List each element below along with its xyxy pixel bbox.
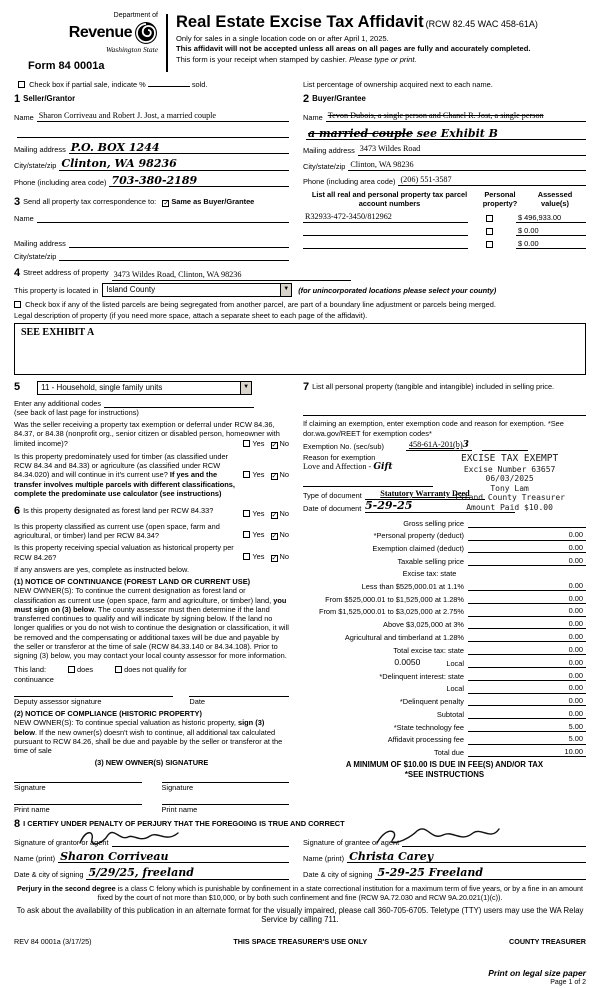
dor-logo-block — [14, 12, 164, 74]
section8-number: 8 — [14, 818, 21, 831]
additional-codes-label: Enter any additional codes — [14, 398, 102, 408]
buyer-mailing-label: Mailing address — [303, 146, 355, 156]
exemption-no-extra-field[interactable] — [482, 450, 528, 451]
fee-amount-tech: 5.00 — [468, 722, 586, 732]
partial-sale-checkbox[interactable] — [18, 81, 25, 88]
buyer-phone-label: Phone (including area code) — [303, 176, 396, 186]
reason-handwritten: Gift — [373, 462, 393, 473]
fee-amount-personal: 0.00 — [468, 530, 586, 540]
fee-amount-agri: 0.00 — [468, 632, 586, 642]
fee-amount-tier2: 0.00 — [468, 594, 586, 604]
revenue-wordmark: Revenue — [68, 23, 132, 41]
new-owner-print-2-label[interactable]: Print name — [162, 804, 290, 814]
located-in-note: (for unincorporated locations please select your county) — [298, 285, 497, 295]
section7-number: 7 — [303, 380, 310, 393]
buyer-name-handwritten-struck: a married couple — [308, 127, 413, 141]
personal-property-checkbox-1[interactable] — [486, 215, 493, 222]
new-owner-signature-1-label[interactable]: Signature — [14, 782, 142, 792]
s5q1-yes-checkbox[interactable] — [243, 440, 250, 447]
grantor-date-city-value: 5/29/25, freeland — [88, 866, 194, 880]
date-of-document-handwritten: 5-29-25 — [365, 499, 413, 513]
parcel-number-3[interactable] — [303, 240, 468, 249]
stamp-date: 06/03/2025 — [485, 474, 534, 484]
land-does-label: does — [77, 665, 94, 675]
section2-number: 2 — [303, 93, 310, 106]
parcel-col1-header: List all real and personal property tax parcel account numbers — [311, 190, 468, 209]
seller-mailing-value: P.O. BOX 1244 — [70, 141, 160, 155]
correspondence-city-field[interactable] — [59, 252, 289, 261]
seller-name-line2 — [17, 129, 289, 138]
fee-label-tech: *State technology fee — [393, 722, 464, 732]
s5q1-yes-label: Yes — [252, 438, 265, 448]
ownership-note: List percentage of ownership acquired next to each name. — [303, 79, 493, 89]
s5q1-no-checkbox[interactable]: ✓ — [271, 441, 278, 449]
section6-q3: Is this property receiving special valuation as historical property per RCW 84.26? — [14, 543, 234, 562]
section5-q2: Is this property predominately used for timber (as classified under RCW 84.34 and 84.33) or agriculture (as classified under RCW 84.34.020) and will continue in it's current use? — [14, 451, 229, 480]
fee-amount-taxable: 0.00 — [468, 556, 586, 566]
s6q1-no-checkbox[interactable]: ✓ — [271, 511, 278, 519]
seller-mailing-label: Mailing address — [14, 145, 66, 155]
fee-label-subtotal: Subtotal — [436, 709, 464, 719]
s6q2-yes-checkbox[interactable] — [243, 531, 250, 538]
fee-label-tier1: Less than $525,000.01 at 1.1% — [361, 581, 464, 591]
partial-sale-label: Check box if partial sale, indicate % — [29, 79, 146, 89]
grantee-signature-ink — [373, 825, 503, 849]
s6q3-no-checkbox[interactable]: ✓ — [271, 554, 278, 562]
land-does-not-checkbox[interactable] — [115, 666, 122, 673]
parcel-col3-header: Assessed value(s) — [537, 190, 573, 209]
fee-amount-delinq-int: 0.00 — [468, 671, 586, 681]
local-rate: 0.0050 — [394, 657, 421, 668]
s6q2-yes-label: Yes — [252, 530, 265, 540]
section4-number: 4 — [14, 267, 21, 280]
section5-q2-bold: If yes and the transfer involves multiple parcels with different classifications, complete the predominate use calculator (see instructions) — [14, 470, 235, 498]
segregated-note: Check box if any of the listed parcels are being segregated from another parcel, are part of a boundary line adjustment or parcels being merged. — [25, 300, 496, 310]
this-land-label: This land: — [14, 665, 47, 675]
land-does-checkbox[interactable] — [68, 666, 75, 673]
s5q2-yes-checkbox[interactable] — [243, 471, 250, 478]
header-note-1: Only for sales in a single location code on or after April 1, 2025. — [176, 33, 389, 43]
section6-q1: Is this property designated as forest land per RCW 84.33? — [23, 506, 214, 516]
section7-intro: List all personal property (tangible and intangible) included in selling price. — [312, 381, 555, 391]
certify-statement: I CERTIFY UNDER PENALTY OF PERJURY THAT THE FOREGOING IS TRUE AND CORRECT — [23, 819, 345, 829]
section2-title: Buyer/Grantee — [312, 94, 366, 104]
fee-amount-tier3: 0.00 — [468, 606, 586, 616]
reason-typed: Love and Affection - — [303, 462, 374, 472]
form-number: Form 84 0001a — [28, 60, 105, 73]
fee-table — [303, 519, 586, 758]
parcel-col2-header: Personal property? — [482, 190, 518, 209]
segregated-checkbox[interactable] — [14, 301, 21, 308]
exemption-no-label: Exemption No. (sec/sub) — [303, 441, 384, 451]
buyer-city-value: Clinton, WA 98236 — [350, 159, 414, 169]
legal-description-value: SEE EXHIBIT A — [21, 326, 95, 338]
washington-state-label: Washington State — [105, 44, 158, 54]
section1-title: Seller/Grantor — [23, 94, 76, 104]
fee-label-local2: Local — [446, 684, 464, 694]
fee-label-agri: Agricultural and timberland at 1.28% — [344, 632, 464, 642]
section6-number: 6 — [14, 505, 21, 518]
s6q1-yes-checkbox[interactable] — [243, 510, 250, 517]
notice3-title: (3) NEW OWNER(S) SIGNATURE — [94, 758, 209, 768]
excise-tax-state-header: Excise tax: state — [402, 569, 457, 579]
buyer-phone-value: (206) 551-3587 — [400, 174, 452, 184]
same-as-buyer-label: Same as Buyer/Grantee — [171, 196, 255, 206]
buyer-city-label: City/state/zip — [303, 161, 346, 171]
section5-q1: Was the seller receiving a property tax exemption or deferral under RCW 84.36, 84.37, or 84.38 (nonprofit org., senior citizen or disabled person, homeowner with limited income)? — [14, 420, 280, 448]
parcel-row-3 — [303, 239, 586, 249]
minimum-due-note: A MINIMUM OF $10.00 IS DUE IN FEE(S) AND/OR TAX — [345, 760, 544, 770]
form-rcw: (RCW 82.45 WAC 458-61A) — [425, 19, 538, 29]
stamp-amount-paid: Amount Paid $10.00 — [466, 502, 553, 512]
buyer-name-typed-struck: Tevon Dubois, a single person and Chanel R. Jost, a single person — [327, 110, 544, 120]
date-of-document-label: Date of document — [303, 503, 362, 513]
fee-label-exemption: Exemption claimed (deduct) — [372, 544, 464, 554]
fee-label-taxable: Taxable selling price — [397, 556, 464, 566]
notice2-title: (2) NOTICE OF COMPLIANCE (HISTORIC PROPERTY) — [14, 709, 202, 719]
s6q1-yes-label: Yes — [252, 508, 265, 518]
legal-description-label: Legal description of property (if you need more space, attach a separate sheet to each page of the affidavit). — [14, 311, 368, 321]
additional-codes-note: (see back of last page for instructions) — [14, 407, 139, 417]
exemption-no-handwritten: 3 — [462, 439, 469, 450]
county-treasurer-label: COUNTY TREASURER — [509, 937, 586, 947]
grantor-signature-ink — [74, 827, 184, 849]
county-dropdown[interactable] — [102, 283, 292, 297]
fee-label-delinq-pen: *Delinquent penalty — [399, 697, 464, 706]
parcel-row-2 — [303, 226, 586, 236]
correspondence-mailing-field[interactable] — [69, 239, 289, 248]
fee-amount-tier4: 0.00 — [468, 619, 586, 629]
grantor-name-print-value: Sharon Corriveau — [60, 850, 169, 864]
s6q2-no-label: No — [279, 530, 289, 540]
continuance-label: continuance — [14, 674, 54, 684]
header-note-2: This affidavit will not be accepted unless all areas on all pages are fully and accurately completed. — [176, 44, 531, 54]
s5q1-no-label: No — [279, 438, 289, 448]
fee-label-tier4: Above $3,025,000 at 3% — [383, 620, 464, 630]
fee-label-processing: Affidavit processing fee — [387, 735, 464, 745]
fee-amount-total-due: 10.00 — [468, 747, 586, 757]
personal-property-field[interactable] — [303, 394, 586, 416]
same-as-buyer-checkbox[interactable]: ✓ — [163, 199, 170, 207]
street-address-label: Street address of property — [23, 268, 109, 278]
correspondence-name-field[interactable] — [37, 214, 289, 223]
section6-note: If any answers are yes, complete as instructed below. — [14, 564, 189, 574]
s5q2-no-label: No — [279, 470, 289, 479]
treasurer-space-label: THIS SPACE TREASURER'S USE ONLY — [233, 937, 368, 947]
section3-label: Send all property tax correspondence to: — [23, 196, 157, 206]
county-dropdown-arrow-icon[interactable]: ▼ — [280, 284, 291, 296]
perjury-note: Perjury in the second degree is a class C felony which is punishable by confinement in a state correctional institution for a maximum term of five years, or by a fine in an amount fixed by the court of not more than $10,000, or by both such confinement and fine (RCW 9A.72.030 and RCW 9A.20.021(1)(c)). — [16, 883, 584, 902]
stamp-treasurer-name: Tony Lam — [490, 483, 529, 493]
rev-number: REV 84 0001a (3/17/25) — [14, 937, 92, 947]
seller-name-value: Sharon Corriveau and Robert J. Jost, a married couple — [38, 110, 217, 120]
fee-amount-exemption: 0.00 — [468, 543, 586, 553]
deputy-date-label: Date — [189, 696, 289, 706]
land-does-not-label: does not qualify for — [124, 665, 187, 675]
partial-sale-suffix: sold. — [191, 79, 208, 89]
fee-label-personal: *Personal property (deduct) — [373, 531, 464, 541]
street-address-value: 3473 Wildes Road, Clinton, WA 98236 — [113, 269, 242, 279]
header-note-3: This form is your receipt when stamped by cashier. — [176, 54, 350, 64]
section3-number: 3 — [14, 195, 21, 208]
assessed-value-2: $ 0.00 — [516, 226, 586, 236]
parcel-number-2[interactable] — [303, 227, 468, 236]
fee-amount-local1: 0.00 — [468, 658, 586, 668]
tty-note: To ask about the availability of this publication in an alternate format for the visually impaired, please call 360-705-6705. Teletype (TTY) users may use the WA Relay Service by calling 711. — [16, 905, 584, 925]
buyer-name-handwritten: see Exhibit B — [412, 127, 498, 141]
stamp-treasurer-title: Island County Treasurer — [454, 493, 565, 503]
fee-label-delinq-int: *Delinquent interest: state — [379, 671, 464, 681]
notice1-body: NEW OWNER(S): To continue the current designation as forest land or classification as current use (open space, farm and agriculture, or timber) land, you must sign on (3) below. The county assessor must then determine if the land transferred continues to qualify and will indicate by signing below. If the land no longer qualifies or you do not wish to continue the designation or classification, it will be removed and the compensating or additional taxes will be due and payable by the seller or transferor at the time of sale (RCW 84.33.140 or 84.34.108). Prior to signing (3) below, you may contact your local county assessor for more information. — [14, 586, 289, 661]
deputy-assessor-signature-label: Deputy assessor signature — [14, 696, 173, 706]
fee-label-tier3: From $1,525,000.01 to $3,025,000 at 2.75% — [318, 607, 464, 617]
fee-amount-local2: 0.00 — [468, 683, 586, 693]
fee-label-gross: Gross selling price — [403, 518, 464, 528]
see-instructions-note: *SEE INSTRUCTIONS — [404, 769, 485, 779]
notice1-title: (1) NOTICE OF CONTINUANCE (FOREST LAND OR CURRENT USE) — [14, 577, 251, 587]
fee-amount-processing: 5.00 — [468, 734, 586, 744]
stamp-excise-number: Excise Number 63657 — [463, 464, 556, 474]
buyer-name-label: Name — [303, 112, 323, 122]
fee-amount-gross[interactable] — [468, 527, 586, 528]
seller-city-label: City/state/zip — [14, 161, 57, 171]
fee-amount-total-state: 0.00 — [468, 645, 586, 655]
land-use-dropdown-value: 11 - Household, single family units — [41, 382, 163, 392]
exemption-note: If claiming an exemption, enter exemption code and reason for exemption. *See dor.wa.gov/REET for exemption codes* — [303, 419, 564, 438]
section1-number: 1 — [14, 93, 21, 106]
seller-city-value: Clinton, WA 98236 — [61, 157, 177, 171]
reason-for-exemption-label: Reason for exemption — [303, 453, 376, 463]
land-use-dropdown-arrow-icon[interactable]: ▼ — [240, 382, 251, 394]
exemption-no-value: 458-61A-201(b) — [408, 439, 463, 449]
grantor-name-print-label: Name (print) — [14, 854, 56, 864]
grantee-name-print-label: Name (print) — [303, 854, 345, 864]
grantor-signature-label: Signature of grantor or agent — [14, 837, 109, 847]
fee-amount-subtotal: 0.00 — [468, 709, 586, 719]
located-in-label: This property is located in — [14, 285, 99, 295]
legal-description-box[interactable] — [14, 323, 586, 375]
page-number: Page 1 of 2 — [550, 978, 586, 986]
s6q3-no-label: No — [279, 551, 289, 561]
new-owner-print-1-label[interactable]: Print name — [14, 804, 142, 814]
dept-of-label: Department of — [113, 12, 158, 19]
s5q2-yes-label: Yes — [252, 470, 265, 479]
s6q3-yes-label: Yes — [252, 551, 265, 561]
correspondence-mailing-label: Mailing address — [14, 238, 66, 248]
seller-phone-value: 703-380-2189 — [111, 173, 198, 187]
grantor-date-city-label: Date & city of signing — [14, 870, 84, 880]
county-dropdown-value: Island County — [106, 285, 156, 295]
personal-property-checkbox-2[interactable] — [486, 228, 493, 235]
correspondence-name-label: Name — [14, 213, 34, 223]
s5q2-no-checkbox[interactable]: ✓ — [271, 473, 278, 480]
dor-swirl-logo-icon — [134, 21, 158, 45]
seller-phone-label: Phone (including area code) — [14, 177, 107, 187]
parcel-row-1 — [303, 212, 586, 223]
reason-extra-line — [303, 473, 433, 487]
print-legal-note: Print on legal size paper — [488, 968, 586, 979]
additional-codes-field[interactable] — [104, 399, 254, 408]
grantee-date-city-value: 5-29-25 Freeland — [377, 866, 484, 880]
correspondence-city-label: City/state/zip — [14, 252, 57, 262]
s6q1-no-label: No — [279, 508, 289, 518]
type-of-document-label: Type of document — [303, 490, 362, 500]
fee-amount-delinq-pen: 0.00 — [468, 696, 586, 706]
fee-label-local1: Local — [446, 658, 464, 668]
treasurer-stamp — [433, 453, 586, 512]
type-of-document-value: Statutory Warranty Deed — [380, 489, 470, 499]
header-note-3-italic: Please type or print. — [349, 54, 417, 64]
assessed-value-1: $ 496,933.00 — [516, 213, 586, 223]
buyer-mailing-value: 3473 Wildes Road — [359, 144, 421, 154]
notice2-body: NEW OWNER(S): To continue special valuation as historic property, sign (3) below. If the new owner(s) doesn't wish to continue, all additional tax calculated pursuant to RCW 84.26, shall be due and payable by the seller or transferor at the time of sale — [14, 718, 283, 756]
personal-property-checkbox-3[interactable] — [486, 241, 493, 248]
fee-amount-tier1: 0.00 — [468, 581, 586, 591]
form-header — [14, 12, 586, 74]
fee-label-total-state: Total excise tax: state — [393, 645, 464, 655]
grantee-name-print-value: Christa Carey — [349, 850, 434, 864]
header-divider — [166, 14, 168, 72]
fee-label-tier2: From $525,000.01 to $1,525,000 at 1.28% — [325, 594, 464, 604]
grantee-signature-label: Signature of grantee or agent — [303, 837, 400, 847]
seller-name-label: Name — [14, 112, 34, 122]
assessed-value-3: $ 0.00 — [516, 239, 586, 249]
fee-label-total-due: Total due — [434, 748, 464, 757]
s6q2-no-checkbox[interactable]: ✓ — [271, 533, 278, 541]
land-use-dropdown[interactable] — [37, 381, 252, 395]
section6-q2: Is this property classified as current use (open space, farm and agricultural, or timber) land per RCW 84.34? — [14, 521, 220, 541]
form-title: Real Estate Excise Tax Affidavit — [176, 13, 424, 31]
grantee-date-city-label: Date & city of signing — [303, 870, 373, 880]
parcel-number-1: R32933-472-3450/812962 — [305, 211, 392, 221]
new-owner-signature-2-label[interactable]: Signature — [162, 782, 290, 792]
stamp-exempt-line: EXCISE TAX EXEMPT — [460, 453, 559, 465]
partial-sale-percent-field[interactable] — [148, 86, 190, 87]
s6q3-yes-checkbox[interactable] — [243, 553, 250, 560]
section5-number: 5 — [14, 380, 21, 393]
